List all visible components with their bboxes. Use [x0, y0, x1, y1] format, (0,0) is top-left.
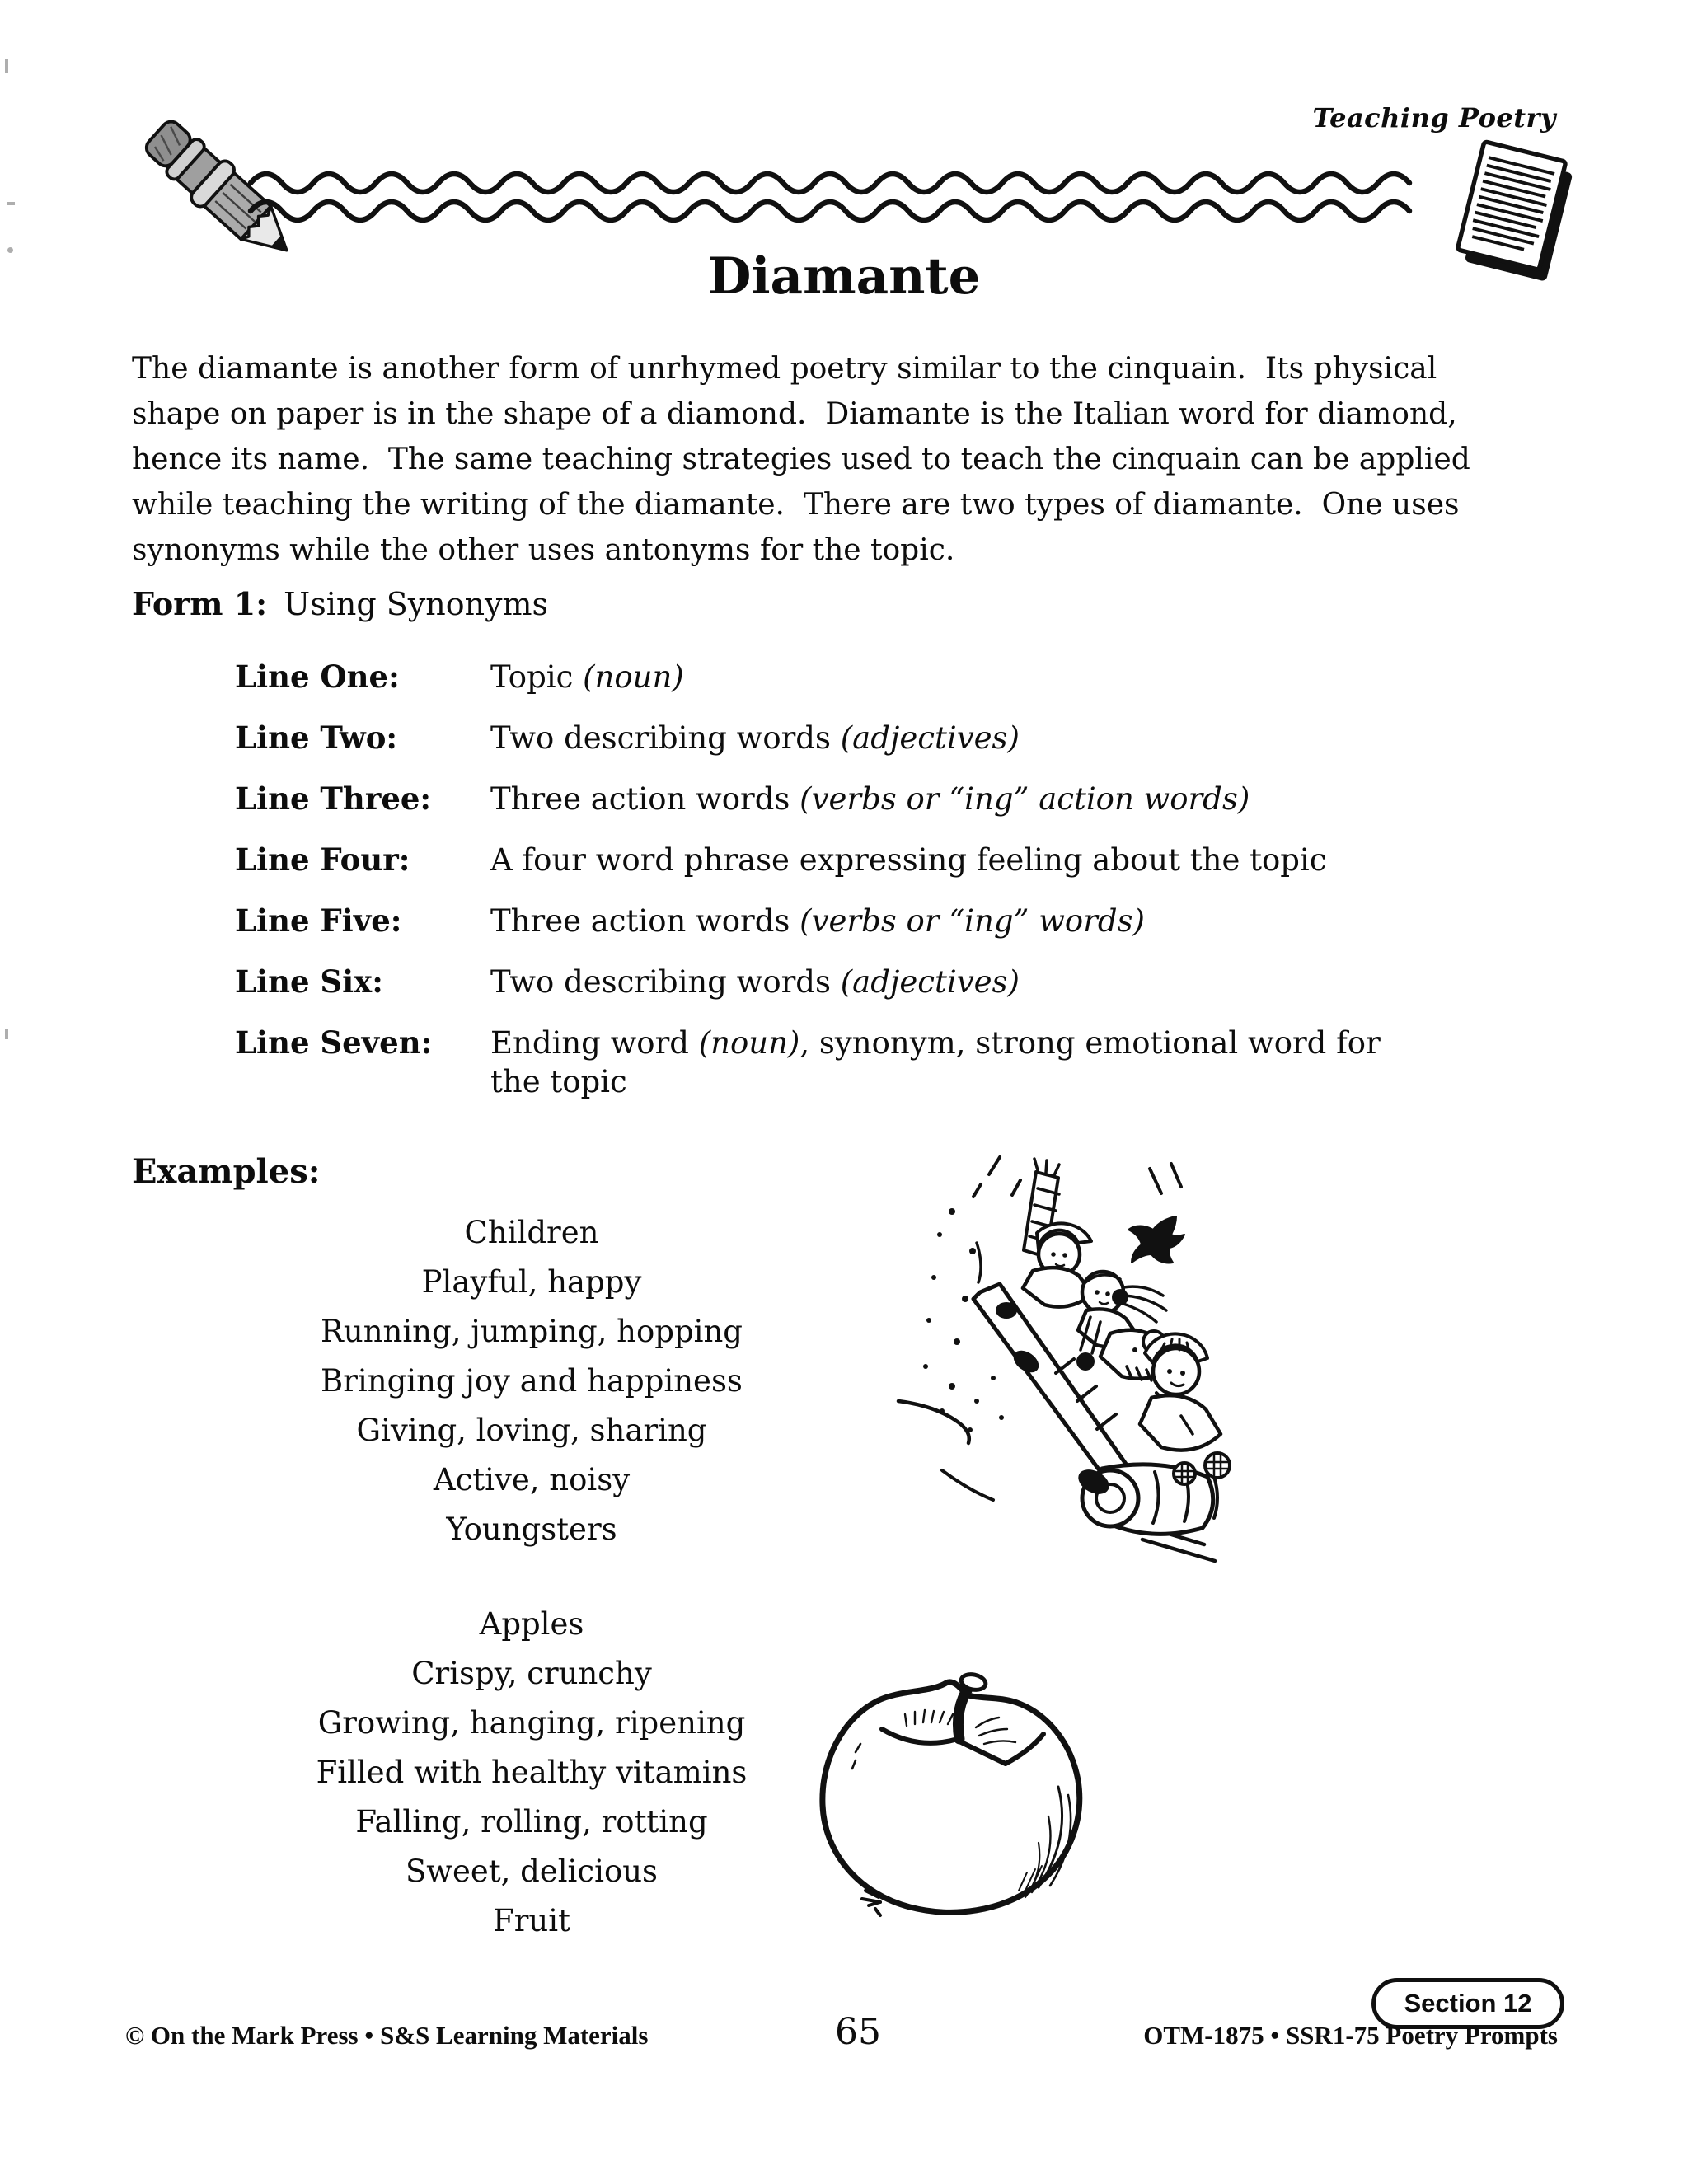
form-line-label: Line Two:: [235, 719, 398, 756]
form-line-label: Line One:: [235, 658, 400, 695]
poem-line: Growing, hanging, ripening: [317, 1705, 746, 1741]
poem-line: Apples: [479, 1606, 584, 1642]
form-line-description: [490, 1024, 1389, 1101]
text-segment: (noun): [583, 659, 684, 695]
poem-line: Sweet, delicious: [405, 1854, 659, 1889]
children-sledding-icon: [894, 1146, 1257, 1570]
form-line-row: [235, 658, 1389, 696]
apple-icon: [814, 1665, 1090, 1937]
form-line-row: [235, 841, 1389, 879]
page-title: Diamante: [707, 247, 981, 306]
form-heading-label: Form 1:: [132, 585, 268, 622]
children-poem: [136, 1208, 927, 1554]
form-heading-title: Using Synonyms: [284, 586, 549, 622]
text-segment: Three action words: [490, 781, 800, 817]
form-line-description: [490, 902, 1389, 940]
form-line-label: Line Five:: [235, 902, 402, 939]
examples-heading: Examples:: [132, 1152, 321, 1191]
form-line-description: [490, 963, 1389, 1001]
form-line-row: [235, 1024, 1389, 1101]
text-segment: (adjectives): [840, 964, 1020, 1000]
page-number: 65: [835, 2011, 881, 2053]
form-line-label: Line Four:: [235, 841, 410, 878]
form-line-description: [490, 841, 1389, 879]
wavy-divider-icon: [247, 163, 1442, 226]
form-line-row: [235, 902, 1389, 940]
text-segment: Three action words: [490, 903, 800, 939]
text-segment: Two describing words: [490, 720, 841, 756]
scan-speck: [5, 1029, 8, 1039]
form-line-description: [490, 719, 1389, 757]
footer-copyright: © On the Mark Press • S&S Learning Materials: [125, 2021, 649, 2050]
text-segment: A four word phrase expressing feeling about the topic: [490, 842, 1327, 878]
form-line-row: [235, 719, 1389, 757]
text-segment: (adjectives): [840, 720, 1020, 756]
text-segment: (noun): [698, 1025, 800, 1061]
text-segment: , synonym, strong emotional word for the topic: [490, 1025, 1381, 1099]
text-segment: Topic: [490, 659, 584, 695]
poem-line: Giving, loving, sharing: [356, 1413, 707, 1448]
footer-product-code: OTM-1875 • SSR1-75 Poetry Prompts: [1143, 2021, 1558, 2050]
form-line-label: Line Seven:: [235, 1024, 433, 1061]
poem-line: Filled with healthy vitamins: [316, 1755, 748, 1790]
poem-line: Youngsters: [446, 1511, 617, 1547]
form-line-list: [235, 658, 1389, 1123]
form-line-description: [490, 658, 1389, 696]
form-line-row: [235, 780, 1389, 818]
form-line-row: [235, 963, 1389, 1001]
form-line-description: [490, 780, 1389, 818]
poem-line: Running, jumping, hopping: [321, 1314, 743, 1349]
poem-line: Falling, rolling, rotting: [355, 1804, 708, 1840]
poem-line: Playful, happy: [421, 1264, 642, 1300]
apples-poem: [136, 1600, 927, 1946]
text-segment: Ending word: [490, 1025, 699, 1061]
poem-line: Bringing joy and happiness: [321, 1363, 743, 1399]
text-segment: Two describing words: [490, 964, 841, 1000]
example-poems: [136, 1208, 927, 1991]
poem-line: Children: [464, 1215, 599, 1250]
poem-line: Crispy, crunchy: [411, 1656, 652, 1691]
scan-speck: [5, 59, 8, 73]
scan-speck: [7, 202, 15, 205]
section-badge-label: Section 12: [1404, 1989, 1532, 2018]
bird-icon: [1128, 1216, 1184, 1263]
form-line-label: Line Three:: [235, 780, 432, 817]
text-segment: (verbs or “ing” action words): [799, 781, 1250, 817]
form-heading: [132, 585, 548, 622]
intro-paragraph: The diamante is another form of unrhymed poetry similar to the cinquain. Its physical shape on paper is in the shape of a diamond. Diamante is the Italian word for diamond, hence its name. The same teaching strategies used to teach the cinquain can be applied while teaching the writing of the diamante. There are two types of diamante. One uses synonyms while the other uses antonyms for the topic.: [132, 352, 1480, 567]
corner-label: Teaching Poetry: [1312, 102, 1556, 134]
poem-line: Fruit: [493, 1903, 570, 1938]
text-segment: (verbs or “ing” words): [799, 903, 1145, 939]
poem-line: Active, noisy: [433, 1462, 631, 1497]
form-line-label: Line Six:: [235, 963, 383, 1000]
